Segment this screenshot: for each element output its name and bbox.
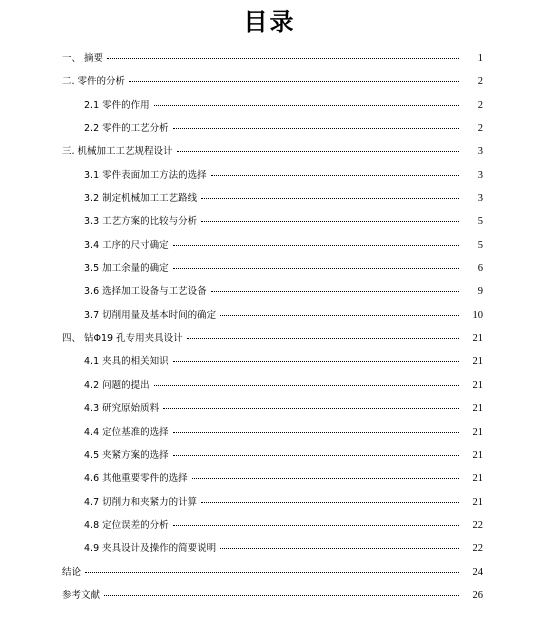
toc-dot-leader — [163, 408, 459, 409]
toc-dot-leader — [187, 338, 459, 339]
toc-entry[interactable] — [0, 75, 539, 98]
toc-dot-leader — [173, 525, 459, 526]
toc-entry-label: 结论 — [62, 566, 82, 578]
toc-entry-label: 四、 钻Φ19 孔专用夹具设计 — [62, 333, 183, 345]
toc-entry-label: 4.7 切削力和夹紧力的计算 — [84, 496, 198, 508]
toc-entry-label: 4.3 研究原始质料 — [84, 403, 160, 415]
toc-entry-label: 4.1 夹具的相关知识 — [84, 356, 169, 368]
toc-entry[interactable] — [0, 426, 539, 449]
toc-dot-leader — [201, 198, 459, 199]
toc-entry[interactable] — [0, 542, 539, 565]
toc-entry-label: 3.5 加工余量的确定 — [84, 263, 169, 275]
toc-entry[interactable] — [0, 99, 539, 122]
toc-entry[interactable] — [0, 332, 539, 355]
toc-dot-leader — [177, 151, 459, 152]
toc-entry[interactable] — [0, 52, 539, 75]
toc-entry-label: 4.2 问题的提出 — [84, 379, 150, 391]
toc-entry-label: 4.4 定位基准的选择 — [84, 426, 169, 438]
toc-page-number: 3 — [477, 193, 483, 205]
toc-page-number: 1 — [477, 53, 483, 64]
toc-page-number: 21 — [472, 356, 483, 368]
toc-entry-label: 4.9 夹具设计及操作的简要说明 — [84, 543, 217, 555]
toc-entry[interactable] — [0, 496, 539, 519]
toc-page-number: 22 — [472, 543, 483, 555]
toc-page-number: 21 — [472, 333, 483, 345]
toc-entry[interactable] — [0, 215, 539, 238]
toc-page-number: 24 — [472, 566, 483, 578]
toc-page-number: 2 — [477, 99, 483, 111]
toc-entry-label: 4.5 夹紧方案的选择 — [84, 449, 169, 461]
toc-title: 目录 — [243, 7, 296, 36]
toc-dot-leader — [220, 315, 459, 316]
toc-dot-leader — [104, 595, 459, 596]
toc-entry[interactable] — [0, 239, 539, 262]
toc-entry[interactable] — [0, 262, 539, 285]
toc-entry[interactable] — [0, 309, 539, 332]
toc-dot-leader — [211, 175, 459, 176]
toc-page-number: 2 — [477, 76, 483, 88]
toc-entry-label: 3.7 切削用量及基本时间的确定 — [84, 309, 217, 321]
toc-dot-leader — [173, 128, 459, 129]
toc-entry-label: 一、 摘要 — [62, 53, 104, 64]
toc-dot-leader — [201, 221, 459, 222]
toc-dot-leader — [129, 81, 459, 82]
toc-entry[interactable] — [0, 192, 539, 215]
toc-entry-label: 2.2 零件的工艺分析 — [84, 123, 169, 135]
toc-dot-leader — [154, 385, 459, 386]
toc-page-number: 9 — [477, 286, 483, 298]
toc-entry-label: 3.1 零件表面加工方法的选择 — [84, 169, 207, 181]
toc-entry[interactable] — [0, 285, 539, 308]
toc-page-number: 21 — [472, 449, 483, 461]
toc-entry[interactable] — [0, 402, 539, 425]
toc-dot-leader — [173, 245, 459, 246]
toc-entry[interactable] — [0, 379, 539, 402]
toc-dot-leader — [173, 361, 459, 362]
toc-entry-label: 3.3 工艺方案的比较与分析 — [84, 216, 198, 228]
toc-entry-label: 二. 零件的分析 — [62, 76, 126, 88]
toc-dot-leader — [211, 291, 459, 292]
toc-page-number: 5 — [477, 216, 483, 228]
toc-entry-label: 三. 机械加工工艺规程设计 — [62, 146, 173, 158]
toc-entry[interactable] — [0, 566, 539, 589]
toc-page-number: 3 — [477, 146, 483, 158]
toc-page-number: 21 — [472, 426, 483, 438]
toc-entry-label: 2.1 零件的作用 — [84, 99, 150, 111]
toc-entry-label: 4.8 定位误差的分析 — [84, 519, 169, 531]
toc-entry[interactable] — [0, 449, 539, 472]
toc-page-number: 21 — [472, 379, 483, 391]
toc-page-number: 10 — [472, 309, 483, 321]
toc-dot-leader — [220, 548, 459, 549]
toc-entry[interactable] — [0, 589, 539, 612]
toc-page-number: 2 — [477, 123, 483, 135]
toc-page-number: 6 — [477, 263, 483, 275]
toc-page-number: 21 — [472, 403, 483, 415]
toc-entry[interactable] — [0, 519, 539, 542]
toc-dot-leader — [85, 572, 459, 573]
toc-entry[interactable] — [0, 472, 539, 495]
toc-entry-label: 参考文献 — [62, 589, 101, 601]
toc-entry[interactable] — [0, 355, 539, 378]
toc-dot-leader — [107, 58, 459, 59]
toc-entry-label: 3.2 制定机械加工工艺路线 — [84, 193, 198, 205]
toc-page-number: 26 — [472, 589, 483, 601]
toc-dot-leader — [201, 502, 459, 503]
toc-entry[interactable] — [0, 145, 539, 168]
toc-page-number: 3 — [477, 169, 483, 181]
toc-page-number: 21 — [472, 496, 483, 508]
toc-dot-leader — [173, 268, 459, 269]
toc-page-number: 5 — [477, 239, 483, 251]
toc-page-number: 21 — [472, 473, 483, 485]
toc-entry[interactable] — [0, 169, 539, 192]
toc-page-number: 22 — [472, 519, 483, 531]
toc-entry-label: 3.6 选择加工设备与工艺设备 — [84, 286, 207, 298]
toc-entry-label: 3.4 工序的尺寸确定 — [84, 239, 169, 251]
toc-dot-leader — [192, 478, 459, 479]
toc-entry[interactable] — [0, 122, 539, 145]
toc-list — [0, 52, 539, 612]
toc-entry-label: 4.6 其他重要零件的选择 — [84, 473, 188, 485]
toc-dot-leader — [173, 455, 459, 456]
toc-dot-leader — [154, 105, 459, 106]
toc-dot-leader — [173, 432, 459, 433]
